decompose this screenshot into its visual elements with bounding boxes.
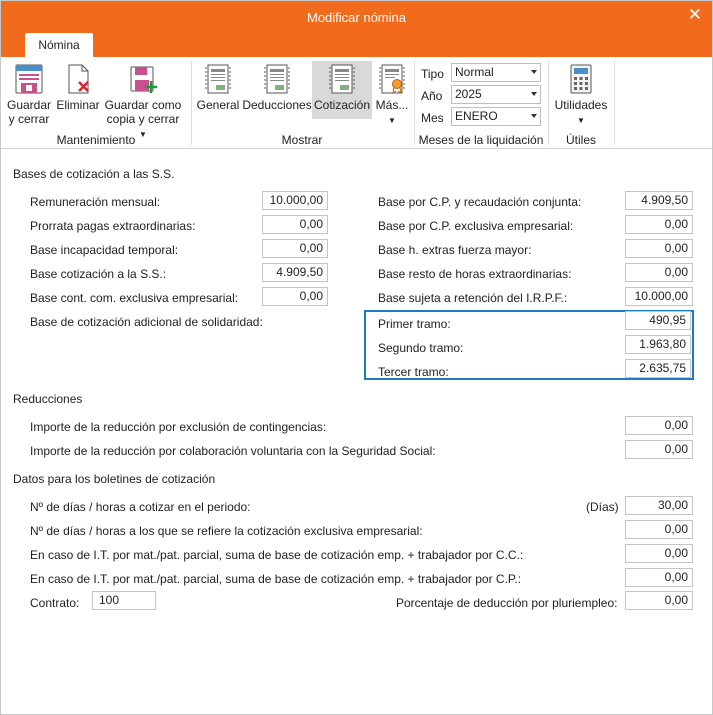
general-button[interactable]	[195, 63, 241, 112]
contrato-field[interactable]: 100	[92, 591, 156, 610]
boletines-section-title: Datos para los boletines de cotización	[13, 472, 216, 486]
chevron-down-icon: ▼	[139, 130, 147, 139]
utiles-group-label: Útiles	[565, 133, 596, 147]
deducciones-button[interactable]	[242, 63, 312, 112]
chevron-down-icon	[531, 92, 537, 96]
primer-tramo-label: Primer tramo:	[378, 317, 451, 331]
segundo-tramo-field[interactable]: 1.963,80	[625, 335, 691, 354]
base-h-extras-field[interactable]: 0,00	[625, 239, 693, 258]
base-cotizacion-ss-label: Base cotización a la S.S.:	[30, 267, 167, 281]
utilidades-label: Utilidades	[554, 98, 608, 112]
dias-exclusiva-label: Nº de días / horas a los que se refiere la cotización exclusiva empresarial:	[30, 524, 423, 538]
guardar-y-cerrar-line2: y cerrar	[8, 112, 50, 126]
mas-button[interactable]	[374, 63, 410, 128]
base-cont-com-label: Base cont. com. exclusiva empresarial:	[30, 291, 239, 305]
cotizacion-label: Cotización	[313, 98, 371, 112]
base-irpf-label: Base sujeta a retención del I.R.P.F.:	[378, 291, 568, 305]
pluriempleo-field[interactable]: 0,00	[625, 591, 693, 610]
pluriempleo-label: Porcentaje de deducción por pluriempleo:	[396, 596, 618, 610]
tipo-select[interactable]	[451, 63, 541, 82]
guardar-y-cerrar-button[interactable]	[5, 63, 53, 126]
chevron-down-icon	[531, 114, 537, 118]
base-h-extras-label: Base h. extras fuerza mayor:	[378, 243, 532, 257]
general-sheet-icon	[202, 63, 234, 95]
reduccion-exclusion-label: Importe de la reducción por exclusión de contingencias:	[30, 420, 327, 434]
contrato-label: Contrato:	[30, 596, 80, 610]
base-cotizacion-ss-field[interactable]: 4.909,50	[262, 263, 328, 282]
it-cp-field[interactable]: 0,00	[625, 568, 693, 587]
chevron-down-icon: ▼	[577, 116, 585, 125]
mes-select[interactable]	[451, 107, 541, 126]
base-cp-recaudacion-label: Base por C.P. y recaudación conjunta:	[378, 195, 582, 209]
deducciones-label: Deducciones	[242, 98, 312, 112]
cotizacion-panel	[1, 150, 712, 715]
tercer-tramo-field[interactable]: 2.635,75	[625, 359, 691, 378]
reduccion-exclusion-field[interactable]: 0,00	[625, 416, 693, 435]
title-bar	[1, 1, 712, 33]
reduccion-colaboracion-label: Importe de la reducción por colaboración voluntaria con la Seguridad Social:	[30, 444, 436, 458]
segundo-tramo-label: Segundo tramo:	[378, 341, 464, 355]
mes-value: ENERO	[455, 109, 498, 123]
cotizacion-button[interactable]	[312, 63, 372, 112]
tipo-value: Normal	[455, 65, 494, 79]
chevron-down-icon: ▼	[388, 116, 396, 125]
base-irpf-field[interactable]: 10.000,00	[625, 287, 693, 306]
guardar-como-copia-button[interactable]	[103, 63, 183, 142]
deducciones-sheet-icon	[261, 63, 293, 95]
general-label: General	[196, 98, 240, 112]
primer-tramo-field[interactable]: 490,95	[625, 311, 691, 330]
save-close-icon	[13, 63, 45, 95]
dias-unit-label: (Días)	[586, 500, 619, 514]
it-cp-label: En caso de I.T. por mat./pat. parcial, suma de base de cotización emp. + trabajador por C.P.:	[30, 572, 522, 586]
base-cont-com-field[interactable]: 0,00	[262, 287, 328, 306]
reduccion-colaboracion-field[interactable]: 0,00	[625, 440, 693, 459]
eliminar-button[interactable]	[55, 63, 101, 112]
window-title: Modificar nómina	[307, 10, 406, 25]
cotizacion-sheet-icon	[326, 63, 358, 95]
base-resto-horas-label: Base resto de horas extraordinarias:	[378, 267, 572, 281]
tab-nomina[interactable]: Nómina	[25, 33, 93, 57]
dias-cotizar-field[interactable]: 30,00	[625, 496, 693, 515]
it-cc-label: En caso de I.T. por mat./pat. parcial, suma de base de cotización emp. + trabajador por C.C.:	[30, 548, 524, 562]
meses-group-label: Meses de la liquidación	[418, 133, 544, 147]
delete-document-icon	[62, 63, 94, 95]
base-incapacidad-label: Base incapacidad temporal:	[30, 243, 179, 257]
tercer-tramo-label: Tercer tramo:	[378, 365, 449, 379]
remuneracion-mensual-label: Remuneración mensual:	[30, 195, 161, 209]
close-icon[interactable]: ✕	[687, 5, 702, 24]
prorrata-pagas-field[interactable]: 0,00	[262, 215, 328, 234]
base-incapacidad-field[interactable]: 0,00	[262, 239, 328, 258]
guardar-como-line1: Guardar como	[104, 98, 182, 112]
dias-cotizar-label: Nº de días / horas a cotizar en el periodo:	[30, 500, 251, 514]
ribbon	[1, 57, 712, 149]
anio-label: Año	[421, 89, 443, 103]
anio-select[interactable]	[451, 85, 541, 104]
remuneracion-mensual-field[interactable]: 10.000,00	[262, 191, 328, 210]
it-cc-field[interactable]: 0,00	[625, 544, 693, 563]
mantenimiento-group-label: Mantenimiento	[56, 133, 136, 147]
mas-label: Más...	[375, 98, 409, 112]
utilidades-button[interactable]	[552, 63, 610, 128]
base-cp-recaudacion-field[interactable]: 4.909,50	[625, 191, 693, 210]
guardar-y-cerrar-line1: Guardar	[6, 98, 52, 112]
base-cp-exclusiva-label: Base por C.P. exclusiva empresarial:	[378, 219, 574, 233]
tipo-label: Tipo	[421, 67, 444, 81]
reducciones-section-title: Reducciones	[13, 392, 83, 406]
anio-value: 2025	[455, 87, 482, 101]
ribbon-tabs	[1, 33, 712, 57]
mes-label: Mes	[421, 111, 444, 125]
dias-exclusiva-field[interactable]: 0,00	[625, 520, 693, 539]
mas-certificate-icon	[376, 63, 408, 95]
eliminar-label: Eliminar	[56, 98, 100, 112]
base-resto-horas-field[interactable]: 0,00	[625, 263, 693, 282]
mostrar-group-label: Mostrar	[281, 133, 323, 147]
solidaridad-label: Base de cotización adicional de solidaridad:	[30, 315, 263, 329]
guardar-como-line2: copia y cerrar	[106, 112, 180, 126]
prorrata-pagas-label: Prorrata pagas extraordinarias:	[30, 219, 196, 233]
save-copy-icon	[127, 63, 159, 95]
chevron-down-icon	[531, 70, 537, 74]
base-cp-exclusiva-field[interactable]: 0,00	[625, 215, 693, 234]
calculator-icon	[565, 63, 597, 95]
ribbon-separator	[614, 61, 615, 145]
bases-section-title: Bases de cotización a las S.S.	[13, 167, 175, 181]
